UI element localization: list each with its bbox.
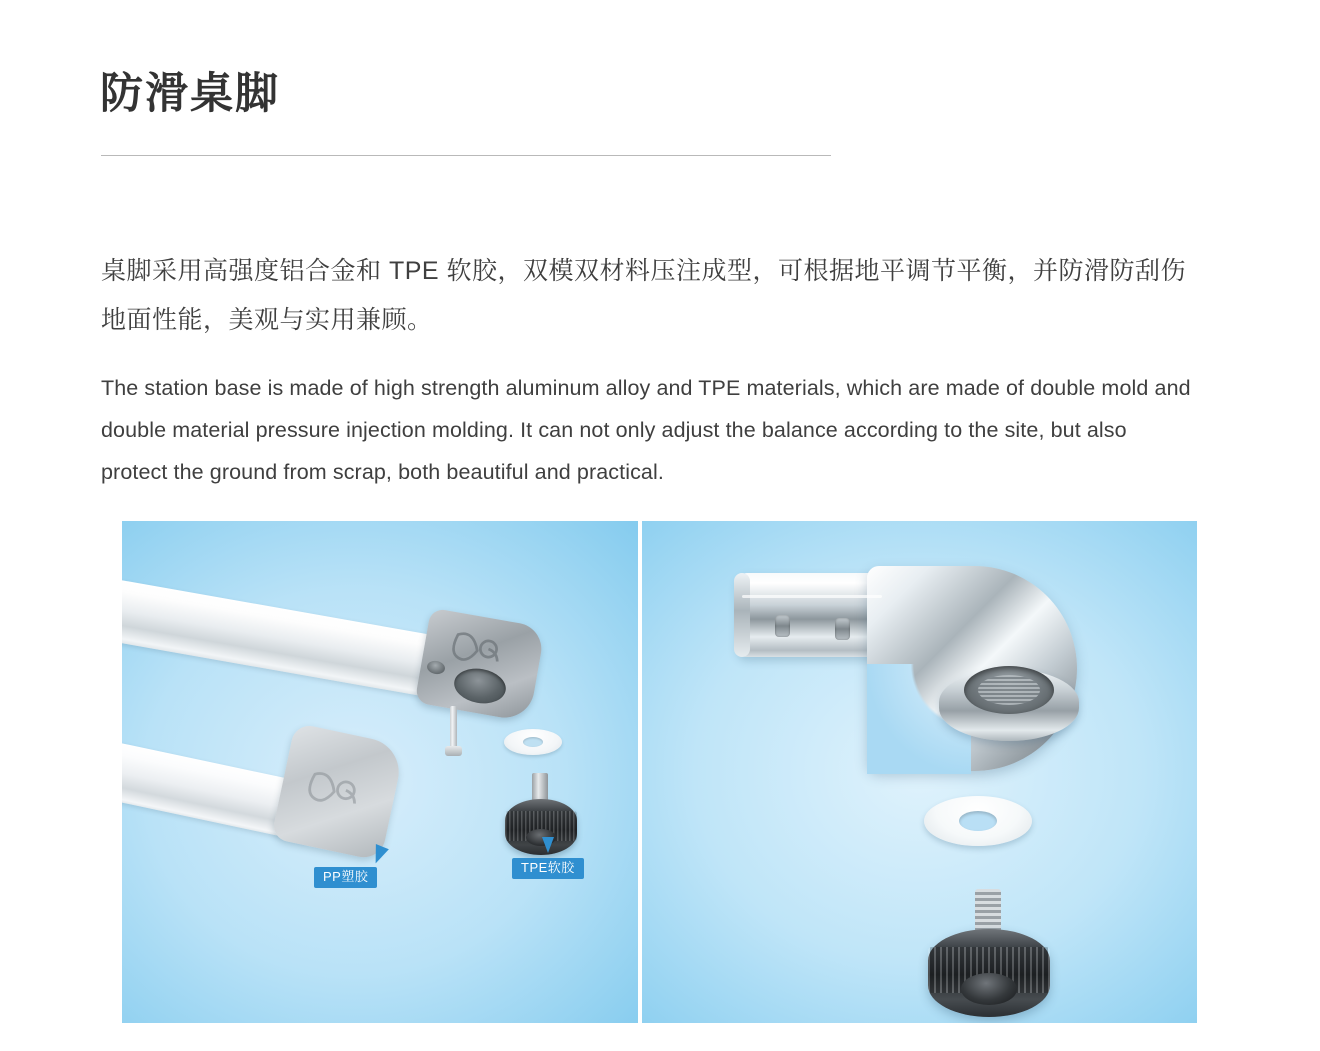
tpe-foot-knob-right — [928, 929, 1050, 1017]
figure-panel-right — [642, 521, 1197, 1023]
small-screw-head — [445, 746, 462, 756]
elbow-arm-end-face — [734, 573, 750, 657]
tpe-foot-knob-left — [505, 799, 577, 855]
elbow-bolt-right — [835, 618, 850, 640]
white-washer-right — [924, 796, 1032, 846]
product-figure — [122, 521, 1197, 1023]
small-screw-shaft — [450, 706, 457, 750]
description-chinese: 桌脚采用高强度铝合金和 TPE 软胶，双模双材料压注成型，可根据地平调节平衡，并防滑防刮伤地面性能，美观与实用兼顾。 — [101, 257, 1187, 334]
figure-panel-left — [122, 521, 638, 1023]
elbow-threaded-bore — [964, 666, 1054, 714]
label-tpe-rubber: TPE软胶 — [512, 858, 584, 879]
elbow-bolt-left — [775, 615, 790, 637]
title-divider — [101, 155, 831, 156]
page-title: 防滑桌脚 — [100, 69, 280, 118]
white-washer-left — [504, 729, 562, 755]
tpe-label-arrow-icon — [542, 837, 554, 853]
description-english: The station base is made of high strength aluminum alloy and TPE materials, which are made of double mold and double material pressure injection molding. It can not only adjust the balance according to the site, but also protect the ground from scrap, both beautiful and practical. — [101, 375, 1191, 484]
aluminum-tube-upper — [122, 579, 442, 697]
label-pp-plastic: PP塑胶 — [314, 867, 377, 888]
elbow-seam-highlight — [742, 595, 882, 598]
elbow-horizontal-arm — [737, 573, 887, 657]
